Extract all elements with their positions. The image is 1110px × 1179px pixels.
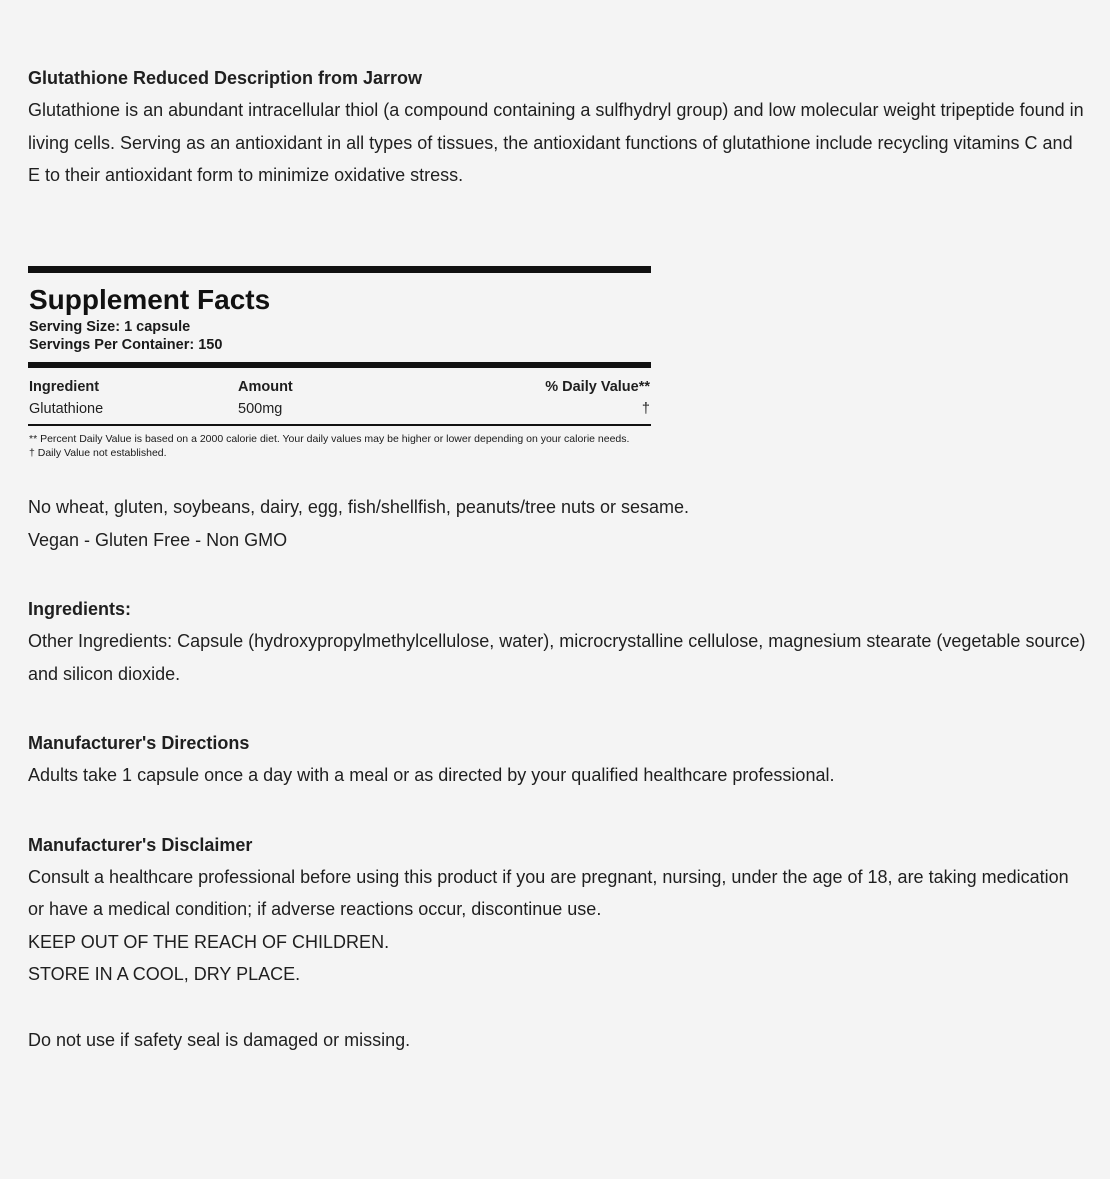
disclaimer-text: Consult a healthcare professional before using this product if you are pregnant, nursing, under the age of 18, are taking medication or have a medical condition; if adverse reactions occur, discontinue use. [28, 866, 1069, 919]
table-row [28, 396, 651, 424]
column-header-amount: Amount [238, 379, 293, 395]
details-section [28, 491, 1088, 1056]
facts-title: Supplement Facts [29, 284, 271, 315]
directions-text: Adults take 1 capsule once a day with a meal or as directed by your qualified healthcare professional. [28, 765, 835, 785]
storage-note: STORE IN A COOL, DRY PLACE. [28, 964, 301, 984]
row-ingredient: Glutathione [29, 401, 104, 417]
ingredients-heading: Ingredients: [28, 599, 132, 619]
row-amount: 500mg [238, 401, 283, 417]
safety-seal-note: Do not use if safety seal is damaged or missing. [28, 1029, 411, 1050]
facts-top-rule [28, 266, 651, 273]
disclaimer-heading: Manufacturer's Disclaimer [28, 834, 253, 855]
ingredients-text: Other Ingredients: Capsule (hydroxypropylmethylcellulose, water), microcrystalline cellulose, magnesium stearate (vegetable source) and silicon dioxide. [28, 631, 1086, 684]
footnote-line-2: † Daily Value not established. [29, 447, 167, 459]
column-header-ingredient: Ingredient [29, 379, 100, 395]
row-daily-value: † [641, 401, 650, 417]
serving-size: Serving Size: 1 capsule [29, 319, 191, 335]
children-warning: KEEP OUT OF THE REACH OF CHILDREN. [28, 931, 390, 952]
facts-bottom-rule [28, 424, 651, 426]
supplement-facts-panel [28, 266, 651, 460]
description-section [28, 66, 1088, 192]
description-text: Glutathione is an abundant intracellular thiol (a compound containing a sulfhydryl group) and low molecular weight tripeptide found in living cells. Serving as an antioxidant in all types of tissues, the antioxidant functions of glutathione include recycling vitamins C and E to their antioxidant form to minimize oxidative stress. [28, 100, 1084, 185]
directions-heading: Manufacturer's Directions [28, 733, 250, 753]
footnote-daily-value [29, 432, 651, 460]
description-heading: Glutathione Reduced Description from Jarrow [28, 68, 423, 88]
allergen-statement: No wheat, gluten, soybeans, dairy, egg, fish/shellfish, peanuts/tree nuts or sesame. [28, 497, 690, 517]
facts-table [28, 374, 651, 424]
facts-header-row [28, 374, 651, 396]
diet-statement: Vegan - Gluten Free - Non GMO [28, 529, 288, 550]
facts-mid-rule [28, 362, 651, 368]
column-header-daily-value: % Daily Value** [545, 379, 650, 395]
footnote-line-1: ** Percent Daily Value is based on a 2000 calorie diet. Your daily values may be higher or lower depending on your calorie needs. [29, 433, 630, 445]
servings-per-container: Servings Per Container: 150 [29, 337, 223, 353]
